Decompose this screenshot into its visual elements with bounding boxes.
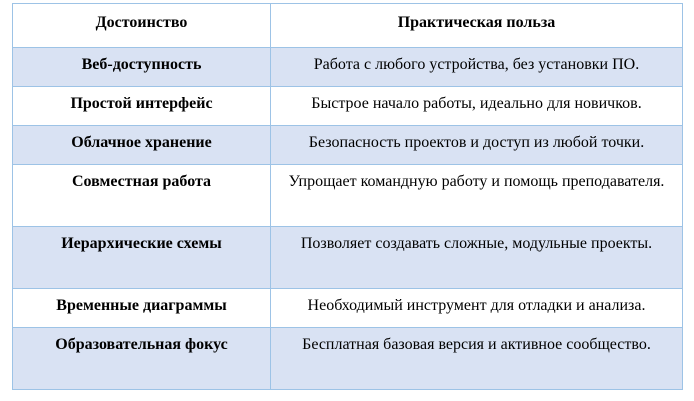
table-row	[13, 165, 683, 227]
feature-cell: Иерархические схемы	[13, 227, 271, 289]
benefit-cell: Позволяет создавать сложные, модульные проекты.	[271, 227, 683, 289]
feature-cell: Временные диаграммы	[13, 289, 271, 328]
table-row	[13, 126, 683, 165]
header-advantage: Достоинство	[13, 4, 271, 48]
comparison-table-container	[12, 3, 682, 390]
table-row	[13, 289, 683, 328]
feature-cell: Образовательная фокус	[13, 328, 271, 390]
feature-cell: Веб-доступность	[13, 48, 271, 87]
feature-cell: Облачное хранение	[13, 126, 271, 165]
table-row	[13, 87, 683, 126]
benefit-cell: Упрощает командную работу и помощь преподавателя.	[271, 165, 683, 227]
table-header-row	[13, 4, 683, 48]
table-row	[13, 48, 683, 87]
table-row	[13, 227, 683, 289]
feature-cell: Простой интерфейс	[13, 87, 271, 126]
benefit-cell: Бесплатная базовая версия и активное сообщество.	[271, 328, 683, 390]
feature-cell: Совместная работа	[13, 165, 271, 227]
table-row	[13, 328, 683, 390]
benefit-cell: Необходимый инструмент для отладки и анализа.	[271, 289, 683, 328]
header-practical-benefit: Практическая польза	[271, 4, 683, 48]
benefit-cell: Работа с любого устройства, без установки ПО.	[271, 48, 683, 87]
benefit-cell: Безопасность проектов и доступ из любой точки.	[271, 126, 683, 165]
benefit-cell: Быстрое начало работы, идеально для новичков.	[271, 87, 683, 126]
advantages-table	[12, 3, 683, 390]
